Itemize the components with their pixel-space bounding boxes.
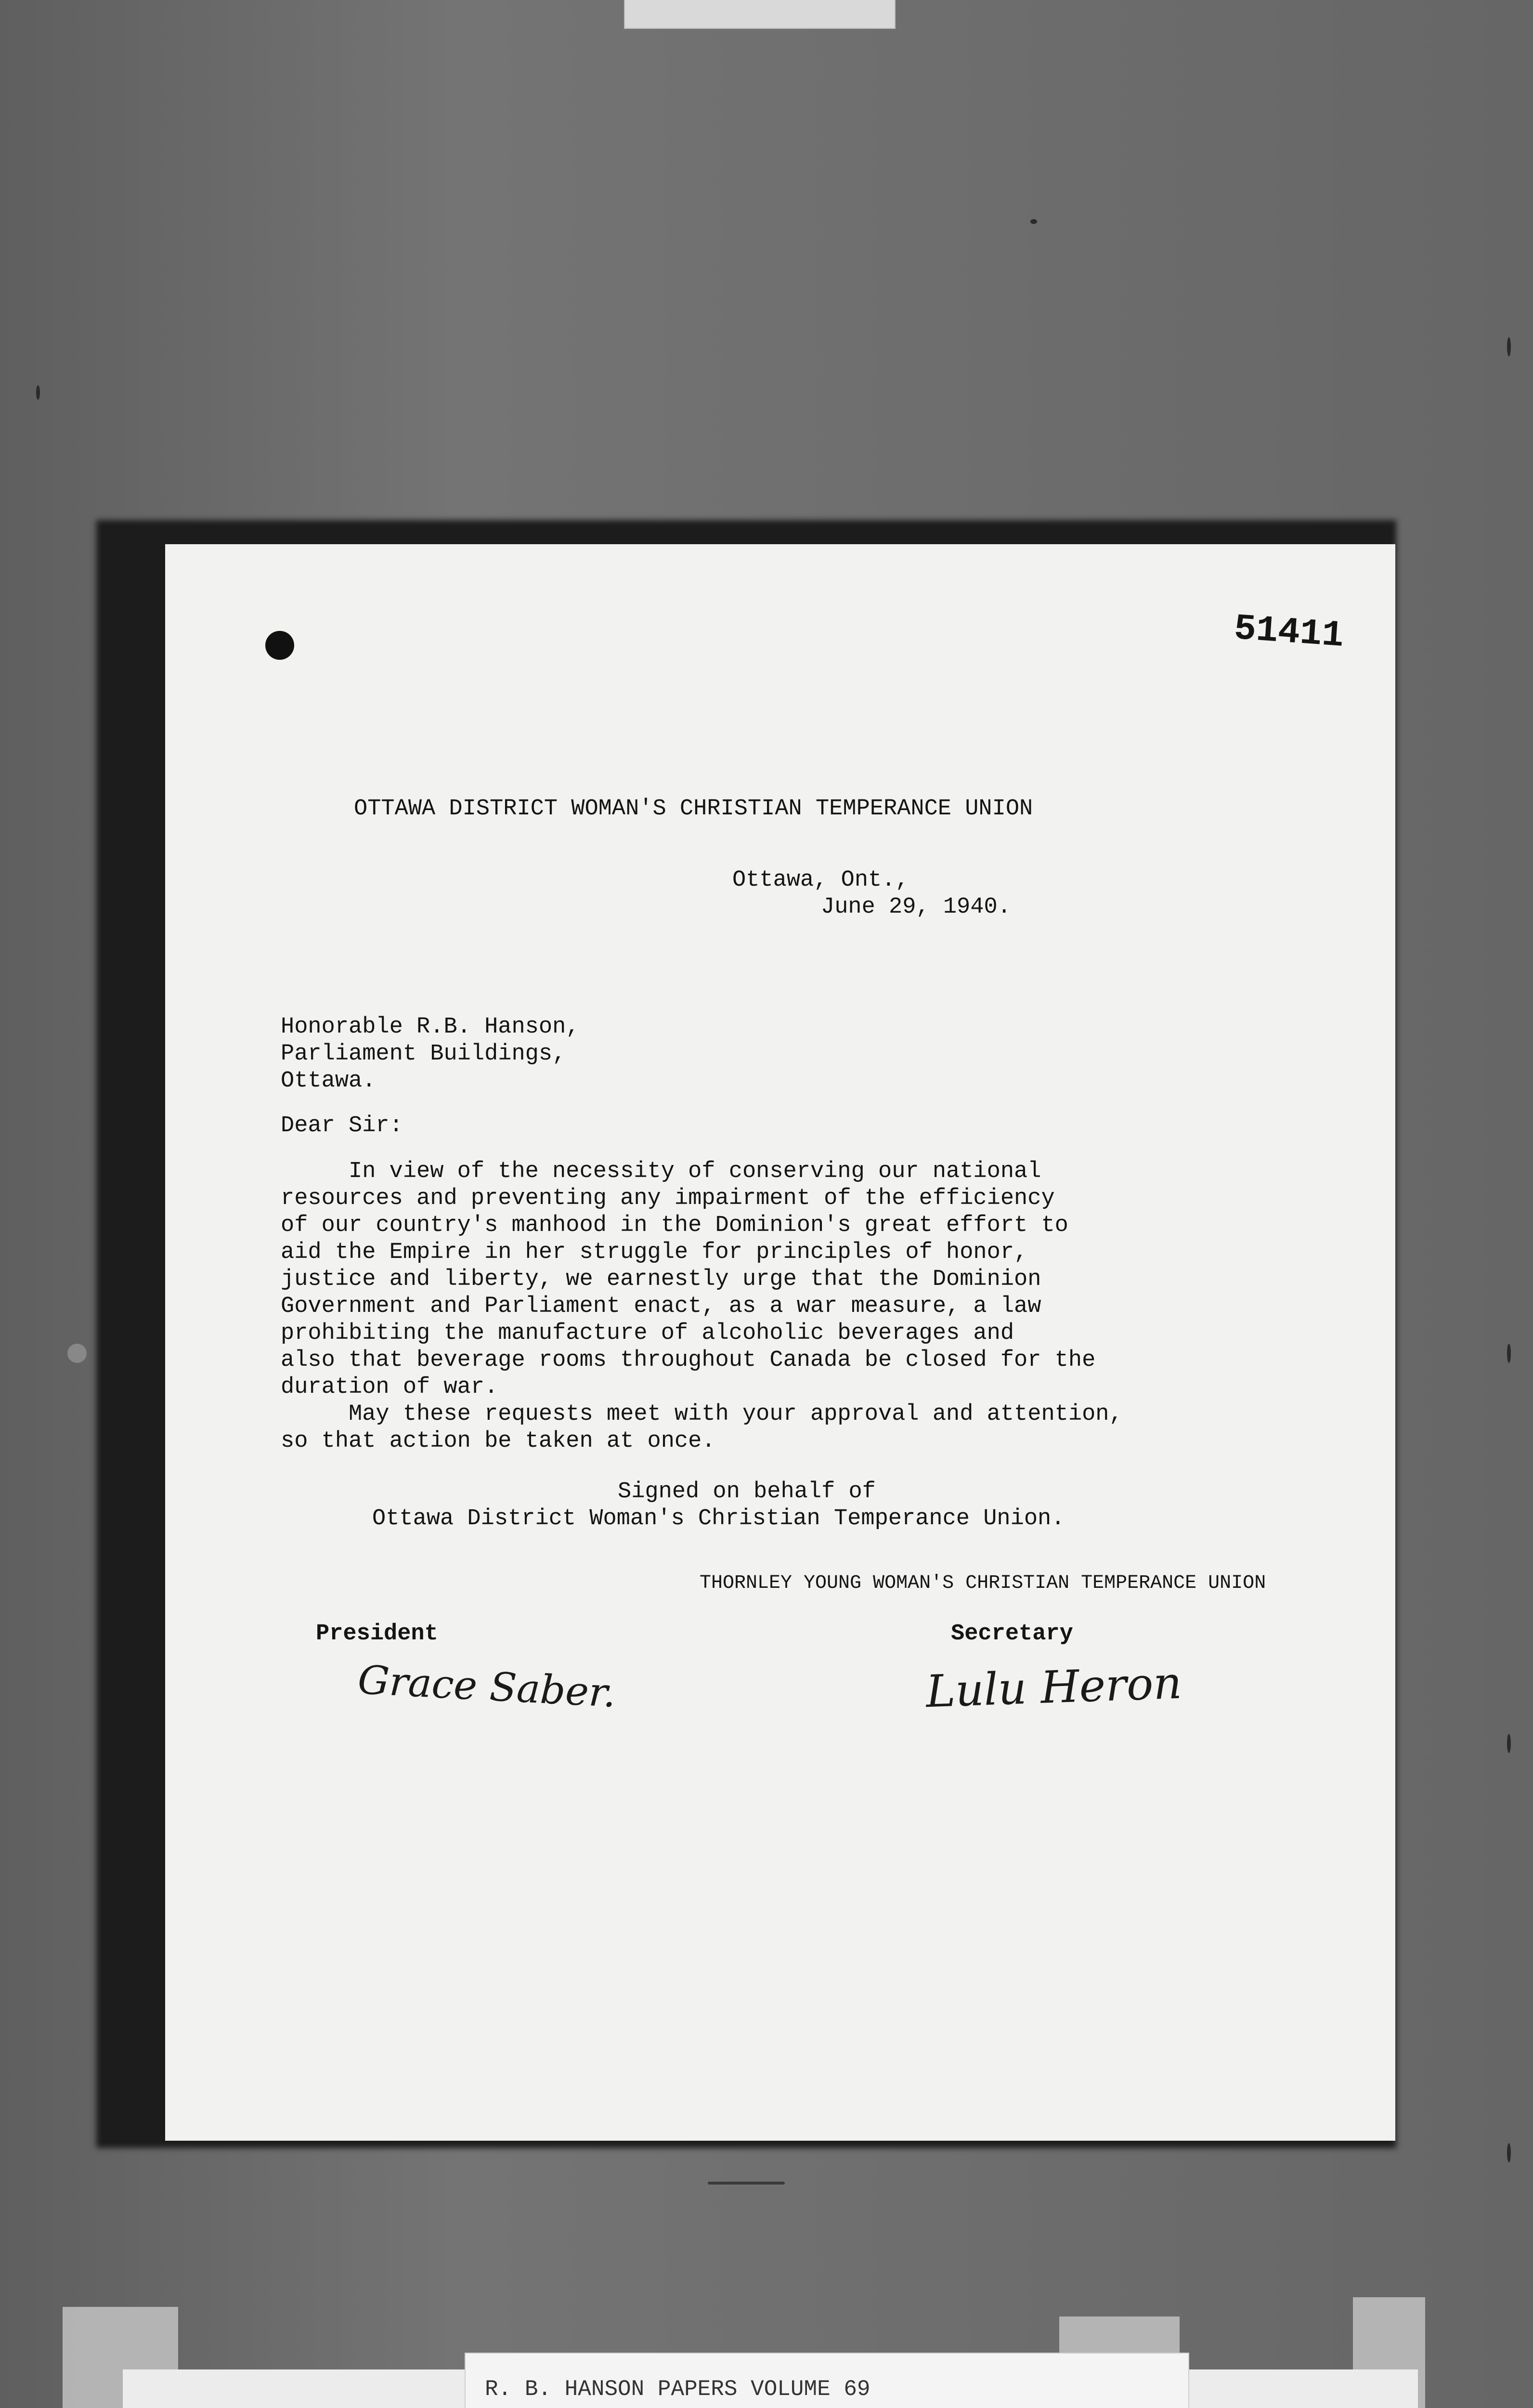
- top-clip: [624, 0, 896, 29]
- body-line: duration of war.: [281, 1374, 498, 1400]
- place: Ottawa, Ont.,: [732, 867, 909, 893]
- speckle: [67, 1344, 87, 1363]
- body-line: In view of the necessity of conserving our national: [281, 1159, 1041, 1184]
- body-line: also that beverage rooms throughout Canada be closed for the: [281, 1348, 1096, 1373]
- speckle: [36, 385, 40, 400]
- speckle: [1507, 1344, 1511, 1363]
- recipient-line: Honorable R.B. Hanson,: [281, 1014, 580, 1040]
- speckle: [1030, 219, 1037, 224]
- speckle: [1507, 1734, 1511, 1753]
- date: June 29, 1940.: [821, 894, 1011, 920]
- punch-hole: [265, 631, 294, 660]
- speckle: [708, 2182, 785, 2185]
- president-signature: Grace Saber.: [356, 1657, 617, 1716]
- body-line: prohibiting the manufacture of alcoholic beverages and: [281, 1321, 1014, 1346]
- body-line: justice and liberty, we earnestly urge that the Dominion: [281, 1267, 1041, 1292]
- body-line: of our country's manhood in the Dominion's great effort to: [281, 1213, 1068, 1238]
- body-line: Government and Parliament enact, as a war measure, a law: [281, 1294, 1041, 1319]
- body-line: so that action be taken at once.: [281, 1428, 715, 1454]
- organization: Ottawa District Woman's Christian Temperance Union.: [372, 1506, 1065, 1531]
- body-line: aid the Empire in her struggle for principles of honor,: [281, 1240, 1028, 1265]
- body-line: May these requests meet with your approval and attention,: [281, 1401, 1123, 1427]
- volume-text: R. B. HANSON PAPERS VOLUME 69: [485, 2377, 870, 2402]
- body-line: resources and preventing any impairment of the efficiency: [281, 1186, 1055, 1211]
- recipient-line: Parliament Buildings,: [281, 1041, 566, 1067]
- letter-page: [165, 544, 1395, 2141]
- recipient-line: Ottawa.: [281, 1068, 376, 1094]
- volume-label: [465, 2353, 1189, 2408]
- signed-on-behalf: Signed on behalf of: [618, 1479, 876, 1505]
- page-number: 51411: [1233, 608, 1345, 657]
- letterhead: OTTAWA DISTRICT WOMAN'S CHRISTIAN TEMPERANCE UNION: [354, 796, 1033, 822]
- president-label: President: [316, 1621, 438, 1647]
- speckle: [1507, 337, 1511, 356]
- secretary-signature: Lulu Heron: [925, 1657, 1183, 1718]
- speckle: [1507, 2143, 1511, 2162]
- salutation: Dear Sir:: [281, 1113, 403, 1139]
- second-organization: THORNLEY YOUNG WOMAN'S CHRISTIAN TEMPERANCE UNION: [700, 1572, 1266, 1594]
- secretary-label: Secretary: [951, 1621, 1073, 1647]
